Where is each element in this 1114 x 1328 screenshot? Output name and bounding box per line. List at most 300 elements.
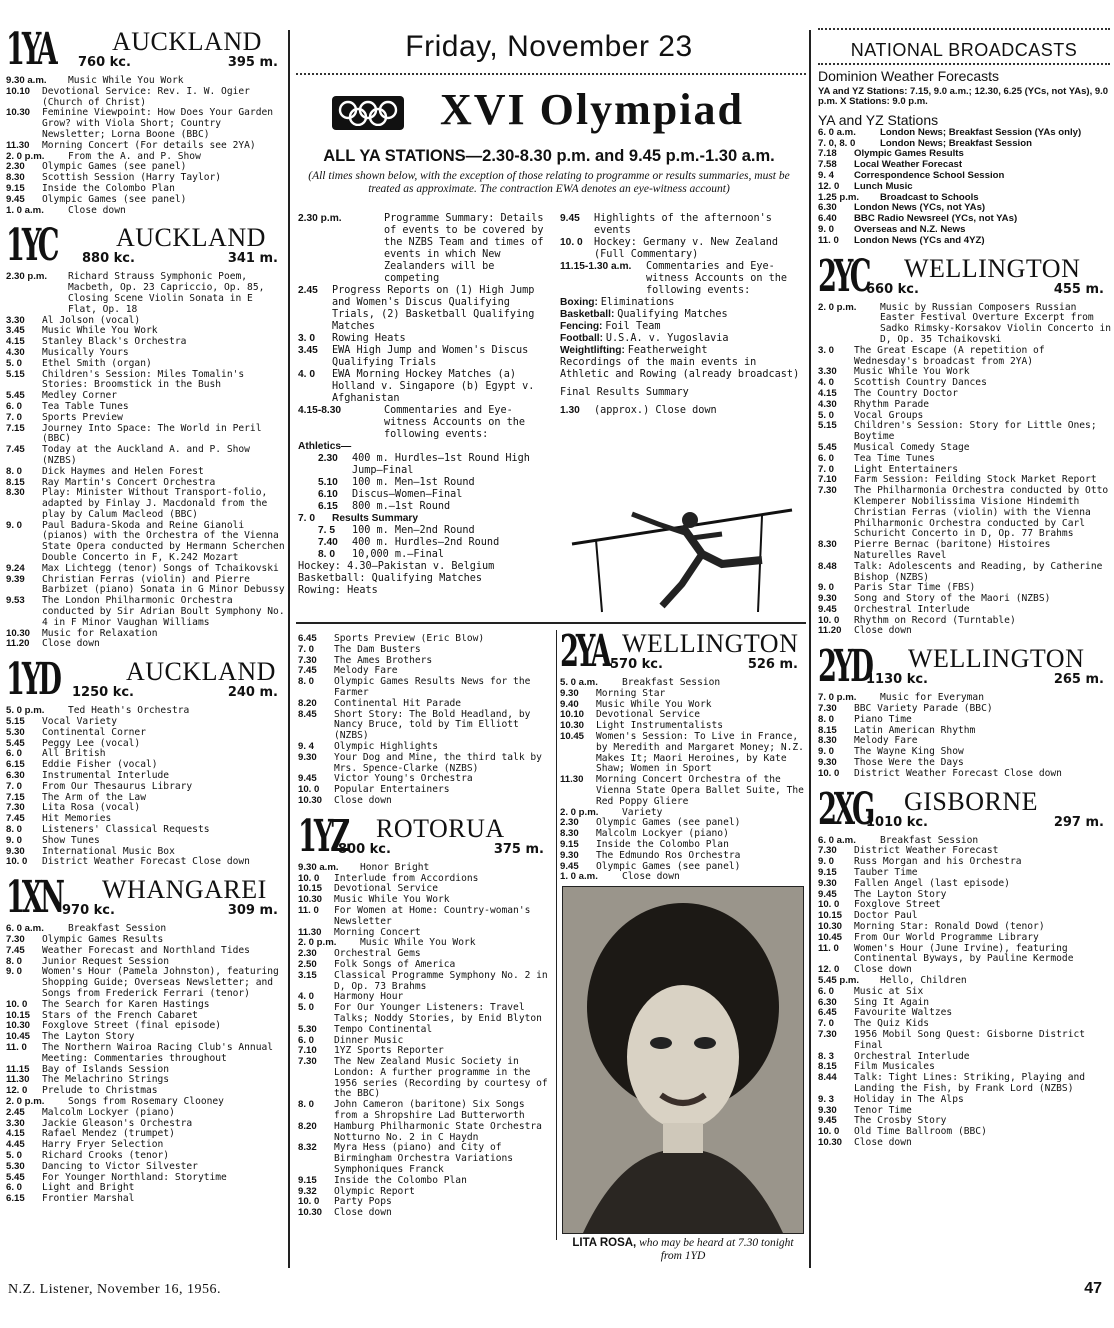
frequency: 1250 kc. xyxy=(72,685,134,701)
olympiad-row xyxy=(298,285,552,333)
schedule-text: Max Lichtegg (tenor) Songs of Tchaikovski xyxy=(42,562,279,574)
schedule-time: 1.25 p.m. xyxy=(818,191,860,203)
schedule-text: Close down xyxy=(68,204,126,216)
schedule-row xyxy=(6,1043,286,1065)
schedule-time: 10. 0 xyxy=(298,1196,320,1208)
schedule-time: 9.24 xyxy=(6,562,25,574)
schedule-text: Music While You Work xyxy=(854,366,970,378)
schedule-row xyxy=(6,206,286,217)
schedule-row xyxy=(818,1030,1112,1052)
event-row xyxy=(560,321,804,333)
schedule-time: 1. 0 a.m. xyxy=(6,204,44,216)
schedule-time: 7.30 xyxy=(298,1056,317,1068)
call-sign: 1XN xyxy=(6,872,62,924)
photo-column-rule xyxy=(556,630,557,1240)
schedule-time: 9. 0 xyxy=(818,582,835,594)
schedule-row xyxy=(6,195,286,206)
schedule-text: Show Tunes xyxy=(42,834,100,846)
event-value: Qualifying Matches xyxy=(617,309,728,320)
column-middle-left xyxy=(298,634,552,1254)
frequency: 970 kc. xyxy=(62,903,115,919)
city: WELLINGTON xyxy=(622,630,799,658)
schedule-row xyxy=(818,128,1112,139)
schedule-time: 10. 0 xyxy=(818,767,840,779)
schedule-time: 10. 0 xyxy=(818,1126,840,1138)
schedule-text: Paul Badura-Skoda and Reine Gianoli (pianos) with the Orchestra of the Vienna State Opera conducted by Hermann Scherchen Double Concerto in F, K.242 Mozart xyxy=(42,519,285,564)
schedule-text: Latin American Rhythm xyxy=(854,724,976,736)
schedule-time: 6.30 xyxy=(6,770,25,782)
schedule-time: 2.30 p.m. xyxy=(6,271,48,283)
city: ROTORUA xyxy=(376,813,505,843)
schedule-time: 8.44 xyxy=(818,1072,837,1084)
close-text: (approx.) Close down xyxy=(594,405,717,416)
schedule-time: 10. 0 xyxy=(298,872,320,884)
event-label: Basketball: xyxy=(560,309,618,320)
schedule-text: Olympic Games Results xyxy=(42,934,164,945)
schedule-text: Farm Session: Feilding Stock Market Report xyxy=(854,474,1097,486)
national-list xyxy=(818,128,1112,247)
city: AUCKLAND xyxy=(116,223,266,253)
close-row xyxy=(560,405,804,417)
hockey-line: Hockey: 4.30—Pakistan v. Belgium xyxy=(298,561,495,572)
schedule-row xyxy=(818,769,1112,780)
olympiad-right-column xyxy=(560,213,804,503)
schedule-row xyxy=(818,421,1112,443)
schedule-text: Feminine Viewpoint: How Does Your Garden Grow? with Viola Short; Country Newsletter; Lorna Boone (BBC) xyxy=(42,107,274,140)
schedule-text: Continental Hit Parade xyxy=(334,697,462,709)
schedule-text: Musically Yours xyxy=(42,346,129,358)
schedule-text: Medley Corner xyxy=(42,390,118,402)
schedule-time: 6.30 xyxy=(818,202,837,214)
olympiad-text: 400 m. Hurdles—1st Round High Jump—Final xyxy=(352,453,530,476)
schedule-row xyxy=(818,987,1112,998)
schedule-text: Olympic Games (see panel) xyxy=(42,193,187,205)
schedule-time: 5.30 xyxy=(6,1160,25,1172)
schedule-text: Close down xyxy=(334,1207,392,1219)
olympiad-row xyxy=(318,501,552,513)
olympiad-time: 5.10 xyxy=(318,477,338,488)
schedule-text: Film Musicales xyxy=(854,1061,935,1073)
schedule-text: BBC Variety Parade (BBC) xyxy=(854,703,993,715)
final-results: Final Results Summary xyxy=(560,387,689,398)
schedule-time: 10.10 xyxy=(6,85,31,97)
schedule-time: 5.15 xyxy=(6,368,25,380)
schedule-text: Music While You Work xyxy=(596,698,712,710)
event-value: U.S.A. v. Yugoslavia xyxy=(605,333,729,344)
schedule-text: Listeners' Classical Requests xyxy=(42,824,210,836)
schedule-text: Scottish Country Dances xyxy=(854,377,987,389)
schedule-text: Melody Fare xyxy=(334,665,398,677)
schedule-text: Music at Six xyxy=(854,985,924,997)
schedule-time: 5. 0 p.m. xyxy=(6,705,45,717)
schedule-time: 9.30 xyxy=(818,1104,837,1116)
schedule-text: Hamburg Philharmonic State Orchestra Notturno No. 2 in C Haydn xyxy=(334,1120,542,1143)
athletics-list xyxy=(298,453,552,513)
schedule-2xg xyxy=(818,836,1112,1149)
schedule-text: The Melachrino Strings xyxy=(42,1074,170,1086)
call-sign: 2YA xyxy=(560,630,609,677)
station-header-2yd xyxy=(818,641,1112,693)
station-header-1yc xyxy=(6,220,286,272)
schedule-time: 9. 0 xyxy=(6,519,23,531)
schedule-time: 12. 0 xyxy=(6,1085,28,1097)
schedule-time: 4.15 xyxy=(6,1128,25,1140)
schedule-time: 8.30 xyxy=(6,172,25,184)
frequency: 800 kc. xyxy=(338,841,391,857)
olympiad-text: 800 m.—1st Round xyxy=(352,501,451,512)
frequency: 760 kc. xyxy=(78,55,131,70)
schedule-text: International Music Box xyxy=(42,845,175,857)
schedule-text: London News (YCs, not YAs) xyxy=(854,202,986,214)
schedule-2yd xyxy=(818,693,1112,779)
wavelength: 526 m. xyxy=(747,657,798,672)
schedule-time: 6. 0 xyxy=(818,985,835,997)
schedule-time: 9.30 xyxy=(298,751,317,763)
schedule-time: 9.30 xyxy=(818,757,837,769)
page-number: 47 xyxy=(1084,1280,1102,1297)
schedule-text: Devotional Service: Rev. I. W. Ogier (Church of Christ) xyxy=(42,85,250,108)
olympic-rings-logo xyxy=(332,96,404,130)
event-value: Foil Team xyxy=(605,321,661,332)
schedule-row xyxy=(6,639,286,650)
wavelength: 309 m. xyxy=(227,903,278,919)
schedule-text: Doctor Paul xyxy=(854,910,918,922)
schedule-text: Orchestral Gems xyxy=(334,948,421,960)
olympiad-left-list xyxy=(298,213,552,441)
schedule-text: Harry Fryer Selection xyxy=(42,1139,164,1151)
schedule-time: 11.20 xyxy=(6,638,30,650)
schedule-time: 9. 0 xyxy=(818,746,835,758)
schedule-time: 7.45 xyxy=(298,665,317,677)
schedule-time: 6. 0 xyxy=(6,400,23,412)
schedule-row xyxy=(560,689,806,700)
schedule-text: For Women at Home: Country-woman's Newsletter xyxy=(334,904,531,927)
schedule-time: 9. 4 xyxy=(818,170,835,181)
schedule-time: 8.30 xyxy=(818,539,837,551)
schedule-time: 2. 0 p.m. xyxy=(6,150,45,162)
schedule-time: 11.30 xyxy=(6,1074,30,1086)
schedule-time: 5.45 p.m. xyxy=(818,975,860,987)
schedule-1yz xyxy=(298,863,552,1219)
schedule-time: 10.30 xyxy=(560,720,585,732)
schedule-text: Inside the Colombo Plan xyxy=(42,182,175,194)
schedule-text: Dinner Music xyxy=(334,1034,404,1046)
yayz-heading: YA and YZ Stations xyxy=(818,111,939,128)
schedule-time: 7. 0, 8. 0 xyxy=(818,137,856,149)
olympiad-time: 6.15 xyxy=(318,501,338,512)
schedule-text: Continental Corner xyxy=(42,726,146,738)
schedule-row xyxy=(6,87,286,109)
olympiad-note: (All times shown below, with the exception of those relating to programme or results summaries, must be treated as approximate. The contraction EWA denotes an eye-witness account) xyxy=(308,170,790,195)
schedule-time: 9.45 xyxy=(6,193,25,205)
schedule-text: Stars of the French Cabaret xyxy=(42,1009,198,1021)
schedule-row xyxy=(298,677,552,699)
schedule-row xyxy=(6,967,286,999)
schedule-time: 11.15 xyxy=(6,1063,30,1075)
city: AUCKLAND xyxy=(112,28,262,56)
olympiad-row xyxy=(318,549,552,561)
schedule-text: Holiday in The Alps xyxy=(854,1093,964,1105)
schedule-text: Ted Heath's Orchestra xyxy=(68,705,190,717)
schedule-time: 11.30 xyxy=(560,774,584,786)
schedule-1yc xyxy=(6,272,286,650)
schedule-text: The Philharmonia Orchestra conducted by Otto Klemperer Nobilissima Visione Hindemith Christian Ferras (violin) with the Vienna Philharmonic Orchestra conducted by Carl Schuricht Concerto in D, Op. 77 Brahms xyxy=(854,485,1109,540)
wavelength: 297 m. xyxy=(1053,814,1104,830)
schedule-time: 8.15 xyxy=(818,1061,837,1073)
olympiad-text: 100 m. Men—2nd Round xyxy=(352,525,475,536)
schedule-text: Richard Strauss Symphonic Poem, Macbeth, Op. 23 Capriccio, Op. 85, Closing Scene Violin Sonata in E Flat, Op. 18 xyxy=(68,271,265,315)
schedule-time: 11. 0 xyxy=(298,904,319,916)
schedule-time: 9.53 xyxy=(6,595,25,607)
schedule-time: 8. 0 xyxy=(6,824,23,836)
olympiad-time: 8. 0 xyxy=(318,549,335,560)
schedule-time: 4. 0 xyxy=(298,991,315,1003)
station-header-1yd xyxy=(6,654,286,706)
wavelength: 240 m. xyxy=(227,685,278,701)
schedule-text: Lita Rosa (vocal) xyxy=(42,802,141,814)
schedule-text: Variety xyxy=(622,806,663,818)
schedule-text: Instrumental Interlude xyxy=(42,770,170,782)
schedule-time: 10.30 xyxy=(6,107,31,119)
wavelength: 455 m. xyxy=(1053,281,1104,297)
schedule-text: Light Entertainers xyxy=(854,463,958,475)
olympiad-row xyxy=(560,213,804,237)
event-label: Weightlifting: xyxy=(560,345,628,356)
schedule-time: 9.30 xyxy=(6,845,25,857)
photo-caption xyxy=(562,1237,804,1263)
schedule-row xyxy=(298,1025,552,1036)
schedule-row xyxy=(818,346,1112,368)
schedule-text: Old Time Ballroom (BBC) xyxy=(854,1126,987,1138)
event-value: Eliminations xyxy=(600,297,675,308)
schedule-time: 4.30 xyxy=(818,398,837,410)
schedule-text: Local Weather Forecast xyxy=(854,159,963,171)
schedule-time: 9.45 xyxy=(818,1115,837,1127)
olympiad-row xyxy=(318,477,552,489)
city: AUCKLAND xyxy=(126,657,276,687)
call-sign: 2YC xyxy=(818,250,869,302)
olympiad-right-list xyxy=(560,213,804,297)
schedule-row xyxy=(560,732,806,775)
olympiad-time: 2.45 xyxy=(298,285,318,296)
schedule-time: 9.30 xyxy=(818,877,837,889)
schedule-time: 6.30 xyxy=(818,996,837,1008)
event-label: Fencing: xyxy=(560,321,606,332)
schedule-time: 9.30 a.m. xyxy=(298,861,339,873)
schedule-row xyxy=(298,710,552,742)
schedule-text: District Weather Forecast xyxy=(854,845,999,857)
schedule-row xyxy=(298,971,552,993)
schedule-time: 8.20 xyxy=(298,697,317,709)
schedule-time: 5. 0 xyxy=(298,1002,315,1014)
schedule-time: 2. 0 p.m. xyxy=(560,806,599,818)
frequency: 570 kc. xyxy=(610,657,663,672)
schedule-time: 7. 0 xyxy=(298,643,315,655)
olympiad-title: XVI Olympiad xyxy=(440,85,744,134)
call-sign: 1YZ xyxy=(298,810,348,862)
schedule-text: Devotional Service xyxy=(596,709,700,721)
olympiad-row xyxy=(318,537,552,549)
schedule-time: 7.18 xyxy=(818,148,837,160)
schedule-row xyxy=(6,467,286,478)
schedule-row xyxy=(818,540,1112,562)
schedule-time: 7.10 xyxy=(298,1045,317,1057)
schedule-time: 9.45 xyxy=(298,773,317,785)
schedule-time: 8.32 xyxy=(298,1142,317,1154)
schedule-text: Classical Programme Symphony No. 2 in D, Op. 73 Brahms xyxy=(334,969,548,992)
schedule-text: The Edmundo Ros Orchestra xyxy=(596,849,741,861)
schedule-time: 10.10 xyxy=(560,709,585,721)
schedule-row xyxy=(6,836,286,847)
schedule-text: John Cameron (baritone) Six Songs from a Shropshire Lad Butterworth xyxy=(334,1099,525,1122)
schedule-time: 8. 0 xyxy=(298,676,315,688)
schedule-text: From Our Thesaurus Library xyxy=(42,780,193,792)
schedule-text: London News; Breakfast Session (YAs only) xyxy=(880,126,1082,138)
schedule-text: Paris Star Time (FBS) xyxy=(854,582,976,594)
schedule-time: 9. 0 xyxy=(818,856,835,868)
schedule-text: The Quiz Kids xyxy=(854,1018,930,1030)
schedule-row xyxy=(6,1162,286,1173)
schedule-text: Music While You Work xyxy=(360,937,476,949)
results-list xyxy=(298,525,552,561)
schedule-time: 11. 0 xyxy=(6,1041,27,1053)
call-sign: 1YA xyxy=(6,28,55,75)
schedule-time: 10. 0 xyxy=(818,614,840,626)
column-left xyxy=(6,28,286,1278)
events-list xyxy=(560,297,804,357)
schedule-text: Lunch Music xyxy=(854,180,913,192)
event-row xyxy=(560,309,804,321)
schedule-time: 9.32 xyxy=(298,1185,317,1197)
schedule-row xyxy=(6,1108,286,1119)
schedule-time: 9. 0 xyxy=(6,966,23,978)
schedule-text: The Crosby Story xyxy=(854,1115,947,1127)
olympiad-text: Hockey: Germany v. New Zealand (Full Commentary) xyxy=(594,237,779,260)
national-broadcasts-title: NATIONAL BROADCASTS xyxy=(850,40,1078,60)
schedule-row xyxy=(6,141,286,152)
schedule-time: 5.15 xyxy=(6,716,25,728)
schedule-2ya xyxy=(560,678,806,880)
schedule-time: 9.15 xyxy=(560,838,579,850)
schedule-time: 10.15 xyxy=(818,910,843,922)
olympiad-text: Highlights of the afternoon's events xyxy=(594,213,772,236)
olympiad-time: 2.30 p.m. xyxy=(298,213,342,224)
schedule-row xyxy=(6,108,286,140)
schedule-time: 6. 0 xyxy=(298,1034,315,1046)
schedule-time: 7.30 xyxy=(6,802,25,814)
call-sign: 1YD xyxy=(6,654,59,706)
schedule-time: 7.45 xyxy=(6,813,25,825)
schedule-text: Broadcast to Schools xyxy=(880,191,979,203)
results-summary-row xyxy=(298,513,552,525)
schedule-text: Melody Fare xyxy=(854,735,918,747)
olympiad-row xyxy=(298,345,552,369)
event-row xyxy=(560,297,804,309)
schedule-text: Overseas and N.Z. News xyxy=(854,223,966,235)
event-row xyxy=(560,345,804,357)
schedule-text: 1956 Mobil Song Quest: Gisborne District Final xyxy=(854,1029,1086,1051)
schedule-row xyxy=(298,753,552,775)
schedule-text: Folk Songs of America xyxy=(334,958,456,970)
schedule-text: The Northern Wairoa Racing Club's Annual Meeting: Commentaries throughout xyxy=(42,1041,274,1064)
schedule-text: For Our Younger Listeners: Travel Talks; Noddy Stories, by Enid Blyton xyxy=(334,1002,542,1024)
schedule-time: 10.30 xyxy=(6,1020,31,1032)
schedule-time: 8.20 xyxy=(298,1120,317,1132)
schedule-row xyxy=(6,1000,286,1011)
schedule-text: From Our World Programme Library xyxy=(854,931,1039,943)
dotted-rule-national-2 xyxy=(818,63,1110,66)
schedule-text: Music for Everyman xyxy=(880,692,984,704)
schedule-time: 10. 0 xyxy=(6,856,28,868)
schedule-time: 3.30 xyxy=(6,1117,25,1129)
schedule-time: 5.30 xyxy=(298,1023,317,1035)
schedule-text: Your Dog and Mine, the third talk by Mrs. Spence-Clarke (NZBS) xyxy=(334,751,542,774)
wavelength: 375 m. xyxy=(493,841,544,857)
schedule-text: Rhythm Parade xyxy=(854,398,930,410)
olympiad-stations: ALL YA STATIONS—2.30-8.30 p.m. and 9.45 p.m.-1.30 a.m. xyxy=(323,147,775,165)
schedule-text: Tea Time Tunes xyxy=(854,452,935,464)
schedule-time: 7.30 xyxy=(818,845,837,857)
schedule-time: 2.45 xyxy=(6,1106,25,1118)
schedule-row xyxy=(298,1122,552,1144)
schedule-text: Victor Young's Orchestra xyxy=(334,773,473,785)
station-header-1yz xyxy=(298,810,552,862)
schedule-time: 8.30 xyxy=(818,735,837,747)
schedule-row xyxy=(818,486,1112,540)
schedule-text: Music While You Work xyxy=(42,325,158,337)
olympiad-text: 400 m. Hurdles—2nd Round xyxy=(352,537,500,548)
schedule-time: 4.45 xyxy=(6,1139,25,1151)
schedule-time: 2.30 xyxy=(6,161,25,173)
schedule-time: 7.45 xyxy=(6,444,25,456)
hurdler-illustration xyxy=(562,494,802,614)
frequency: 660 kc. xyxy=(866,281,919,297)
schedule-text: Talk: Tight Lines: Striking, Playing and Landing the Fish, by Frank Lord (NZBS) xyxy=(854,1072,1086,1094)
schedule-time: 3.15 xyxy=(298,969,317,981)
schedule-time: 8. 0 xyxy=(818,713,835,725)
station-header-1ya xyxy=(6,30,286,74)
schedule-time: 9.30 a.m. xyxy=(6,75,47,86)
schedule-time: 6.45 xyxy=(298,634,317,644)
olympiad-time: 4.15-8.30 xyxy=(298,405,342,416)
schedule-time: 9.40 xyxy=(560,698,579,710)
schedule-row xyxy=(560,872,806,880)
schedule-time: 8.30 xyxy=(560,828,579,840)
schedule-time: 8. 0 xyxy=(298,1099,315,1111)
olympiad-time: 9.45 xyxy=(560,213,580,224)
schedule-text: Honor Bright xyxy=(360,861,430,873)
schedule-text: Olympic Games (see panel) xyxy=(596,817,741,829)
olympiad-time: 4. 0 xyxy=(298,369,315,380)
schedule-time: 7.30 xyxy=(6,934,25,945)
olympiad-text: Programme Summary: Details of events to be covered by the NZBS Team and times of events in which New Zealanders will be competing xyxy=(384,213,544,284)
schedule-time: 10.30 xyxy=(298,794,323,806)
schedule-time: 7.15 xyxy=(6,422,25,434)
schedule-time: 9. 3 xyxy=(818,1093,835,1105)
schedule-text: Russ Morgan and his Orchestra xyxy=(854,856,1022,868)
schedule-time: 9. 4 xyxy=(298,740,315,752)
schedule-text: Journey Into Space: The World in Peril (BBC) xyxy=(42,422,262,445)
schedule-time: 5.45 xyxy=(6,390,25,402)
weather-heading: Dominion Weather Forecasts xyxy=(818,68,1000,84)
schedule-text: Dick Haymes and Helen Forest xyxy=(42,465,204,477)
schedule-time: 7.30 xyxy=(818,485,837,497)
schedule-time: 3.30 xyxy=(6,314,25,326)
schedule-row xyxy=(818,933,1112,944)
schedule-text: The Layton Story xyxy=(854,888,947,900)
schedule-time: 10.30 xyxy=(6,627,31,639)
schedule-text: Christian Ferras (violin) and Pierre Barbizet (piano) Sonata in G Minor Debussy xyxy=(42,573,285,596)
